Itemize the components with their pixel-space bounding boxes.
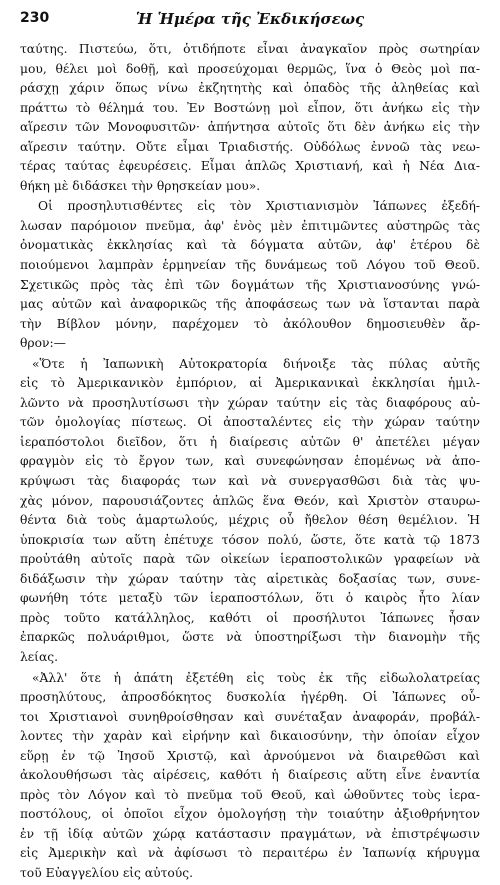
paragraph <box>20 355 480 668</box>
text-line: αἵρεσιν τῶν Μονοφυσιτῶν· ἀπήντησα αὐτοῖς ὅτι δὲν ἀνήκω εἰς τὴν <box>20 120 480 135</box>
text-line: κρύψωσι τὰς διαφοράς των καὶ νὰ συνεργασθῶσι διὰ τὰς ψυ- <box>20 474 480 489</box>
paragraph <box>20 669 480 884</box>
text-line: θήκη μὲ διδάσκει τὴν θρησκείαν μου». <box>20 178 261 193</box>
text-line: ἀκολουθήσωσι τὰς αἱρέσεις, καθότι ἡ διαίρεσις αὕτη εἶνε ἐναντία <box>20 768 480 783</box>
text-line: πρὸς τὸν Λόγον καὶ τὸ πνεῦμα τοῦ Θεοῦ, καὶ ὡθοῦντες τοὺς ἱερα- <box>20 787 480 802</box>
page-number: 230 <box>20 10 50 26</box>
text-line: λείας. <box>20 649 59 664</box>
text-line: μας αὐτῶν καὶ ἀναφορικῶς τῆς ἀποφάσεως των νὰ ἵστανται παρὰ <box>20 297 480 312</box>
text-line: Σχετικῶς πρὸς τὰς ἐπὶ τῶν δογμάτων τῆς Χριστιανοσύνης γνώ- <box>20 277 480 292</box>
text-line: ὀνοματικὰς ἐκκλησίας καὶ τὰ δόγματα αὐτῶν, ἀφ' ἑτέρου δὲ <box>20 238 480 253</box>
text-line: ράσχῃ χάριν ὅπως νίνω ἐκζητητὴς καὶ ὀπαδὸς τῆς ἀληθείας καὶ <box>20 81 480 96</box>
text-line: φωνήθη τότε μεταξὺ τῶν ἱεραποστόλων, ὅτι ὁ καιρὸς ἦτο λίαν <box>20 591 480 606</box>
text-line: τὴν Βίβλον μόνην, παρέχομεν τὸ ἀκόλουθον δημοσιευθὲν ἄρ- <box>20 316 480 331</box>
paragraph <box>20 197 480 353</box>
book-page <box>20 10 480 885</box>
text-line: προσηλύτους, ἀπροσδόκητος δυσκολία ἠγέρθη. Οἱ Ἰάπωνες οὗ- <box>20 690 480 705</box>
text-line: ἐπαρκῶς πολυάριθμοι, ὥστε νὰ ὑποστηρίξωσι τὴν διανομὴν τῆς <box>20 630 480 645</box>
text-line: πράττω τὸ θέλημά του. Ἐν Βοστώνῃ μοὶ εἶπον, ὅτι ἀνήκω εἰς τὴν <box>20 100 480 115</box>
text-line: ποιούμενοι λαμπρὰν ἑρμηνείαν τῆς δυνάμεως τοῦ Λόγου τοῦ Θεοῦ. <box>20 258 480 273</box>
text-line: τοῦ Εὐαγγελίου εἰς αὐτούς. <box>20 865 194 880</box>
text-line: λῶντο νὰ προσηλυτίσωσι τὴν χώραν ταύτην εἰς τὰς διαφόρους αὐ- <box>20 395 480 410</box>
text-line: ταύτης. Πιστεύω, ὅτι, ὁτιδήποτε εἶναι ἀναγκαῖον πρὸς σωτηρίαν <box>20 42 480 56</box>
text-line: θρον:— <box>20 336 66 351</box>
text-line: διδάξωσιν τὴν χώραν ταύτην τὰς αἱρετικὰς δοξασίας των, συνε- <box>20 571 480 586</box>
text-line: λωσαν παρόμοιον πνεῦμα, ἀφ' ἑνὸς μὲν ἐπιτιμῶντες αὐστηρῶς τὰς <box>20 218 480 233</box>
text-line: εὕρῃ ἐν τῷ Ἰησοῦ Χριστῷ, καὶ ἀρνούμενοι νὰ διαιρεθῶσι καὶ <box>20 748 480 763</box>
text-line: ποστόλους, οἱ ὁποῖοι εἶχον ὁμολογήσῃ τὴν τοιαύτην ἀξιοθρήνητον <box>20 807 480 822</box>
text-line: τοι Χριστιανοὶ συνηθροίσθησαν καὶ συνέταξαν ἀναφοράν, προβάλ- <box>20 709 480 724</box>
text-line: θέντα διὰ τοὺς ἁμαρτωλούς, μέχρις οὗ ἤθελον θέση θεμέλιον. Ἡ <box>20 513 480 528</box>
paragraph <box>20 40 480 196</box>
text-line: ὑποκρισία των αὕτη ἐπέτυχε τόσον πολύ, ὥστε, ὅτε κατὰ τῷ 1873 <box>20 532 480 547</box>
page-header <box>20 10 480 36</box>
text-line: ἱεραπόστολοι διεῖδον, ὅτι ἡ διαίρεσις αὐτῶν θ' ἀπετέλει μέγαν <box>20 434 480 449</box>
text-line: φραγμὸν εἰς τὸ ἔργον των, καὶ συνεφώνησαν ἑπομένως νὰ ἀπο- <box>20 454 480 469</box>
running-title: Ἡ Ἡμέρα τῆς Ἐκδικήσεως <box>135 10 365 28</box>
text-line: πρὸς τοῦτο κατάλληλος, καθότι οἱ προσήλυτοι Ἰάπωνες ἦσαν <box>20 610 480 625</box>
text-line: «Ὅτε ἡ Ἰαπωνικὴ Αὐτοκρατορία διήνοιξε τὰς πύλας αὐτῆς <box>32 356 480 371</box>
text-line: τῶν ὁμολογίας πίστεως. Οἱ ἀποσταλέντες εἰς τὴν χώραν ταύτην <box>20 415 480 430</box>
text-line: ἐν τῇ ἰδίᾳ αὐτῶν χώρᾳ κατάστασιν πραγμάτων, νὰ ἐπιστρέψωσιν <box>20 826 480 841</box>
text-line: τέρας ταύτας ἐφευρέσεις. Εἶμαι ἁπλῶς Χριστιανή, καὶ ἡ Νέα Δια- <box>20 159 480 174</box>
text-line: «Ἀλλ' ὅτε ἡ ἀπάτη ἐξετέθη εἰς τοὺς ἐκ τῆς εἰδωλολατρείας <box>32 670 480 685</box>
text-line: Οἱ προσηλυτισθέντες εἰς τὸν Χριστιανισμὸν Ἰάπωνες ἐξεδή- <box>38 199 480 214</box>
text-line: λοντες τὴν χαρὰν καὶ εἰρήνην καὶ δικαιοσύνην, τὴν ὁποίαν εἶχον <box>20 729 480 744</box>
body-text <box>20 40 480 884</box>
text-line: μου, θέλει μοὶ δοθῇ, καὶ προσεύχομαι θερμῶς, ἵνα ὁ Θεὸς μοὶ πα- <box>20 61 480 76</box>
text-line: προὐτάθη αὐτοῖς παρὰ τῶν οἰκείων ἱεραποστολικῶν γραφείων νὰ <box>20 552 480 567</box>
text-line: χὰς μόνον, παρουσιάζοντες ἁπλῶς ἕνα Θεόν, καὶ Χριστὸν σταυρω- <box>20 493 480 508</box>
text-line: αἵρεσιν ταύτην. Οὔτε εἶμαι Τριαδιστής. Οὐδόλως ἐννοῶ τὰς νεω- <box>20 139 480 154</box>
text-line: εἰς Ἀμερικὴν καὶ νὰ ἀφίσωσι τὸ περαιτέρω ἐν Ἰαπωνίᾳ κήρυγμα <box>20 846 480 861</box>
text-line: εἰς τὸ Ἀμερικανικὸν ἐμπόριον, αἱ Ἀμερικανικαὶ ἐκκλησίαι ἡμιλ- <box>20 376 480 391</box>
